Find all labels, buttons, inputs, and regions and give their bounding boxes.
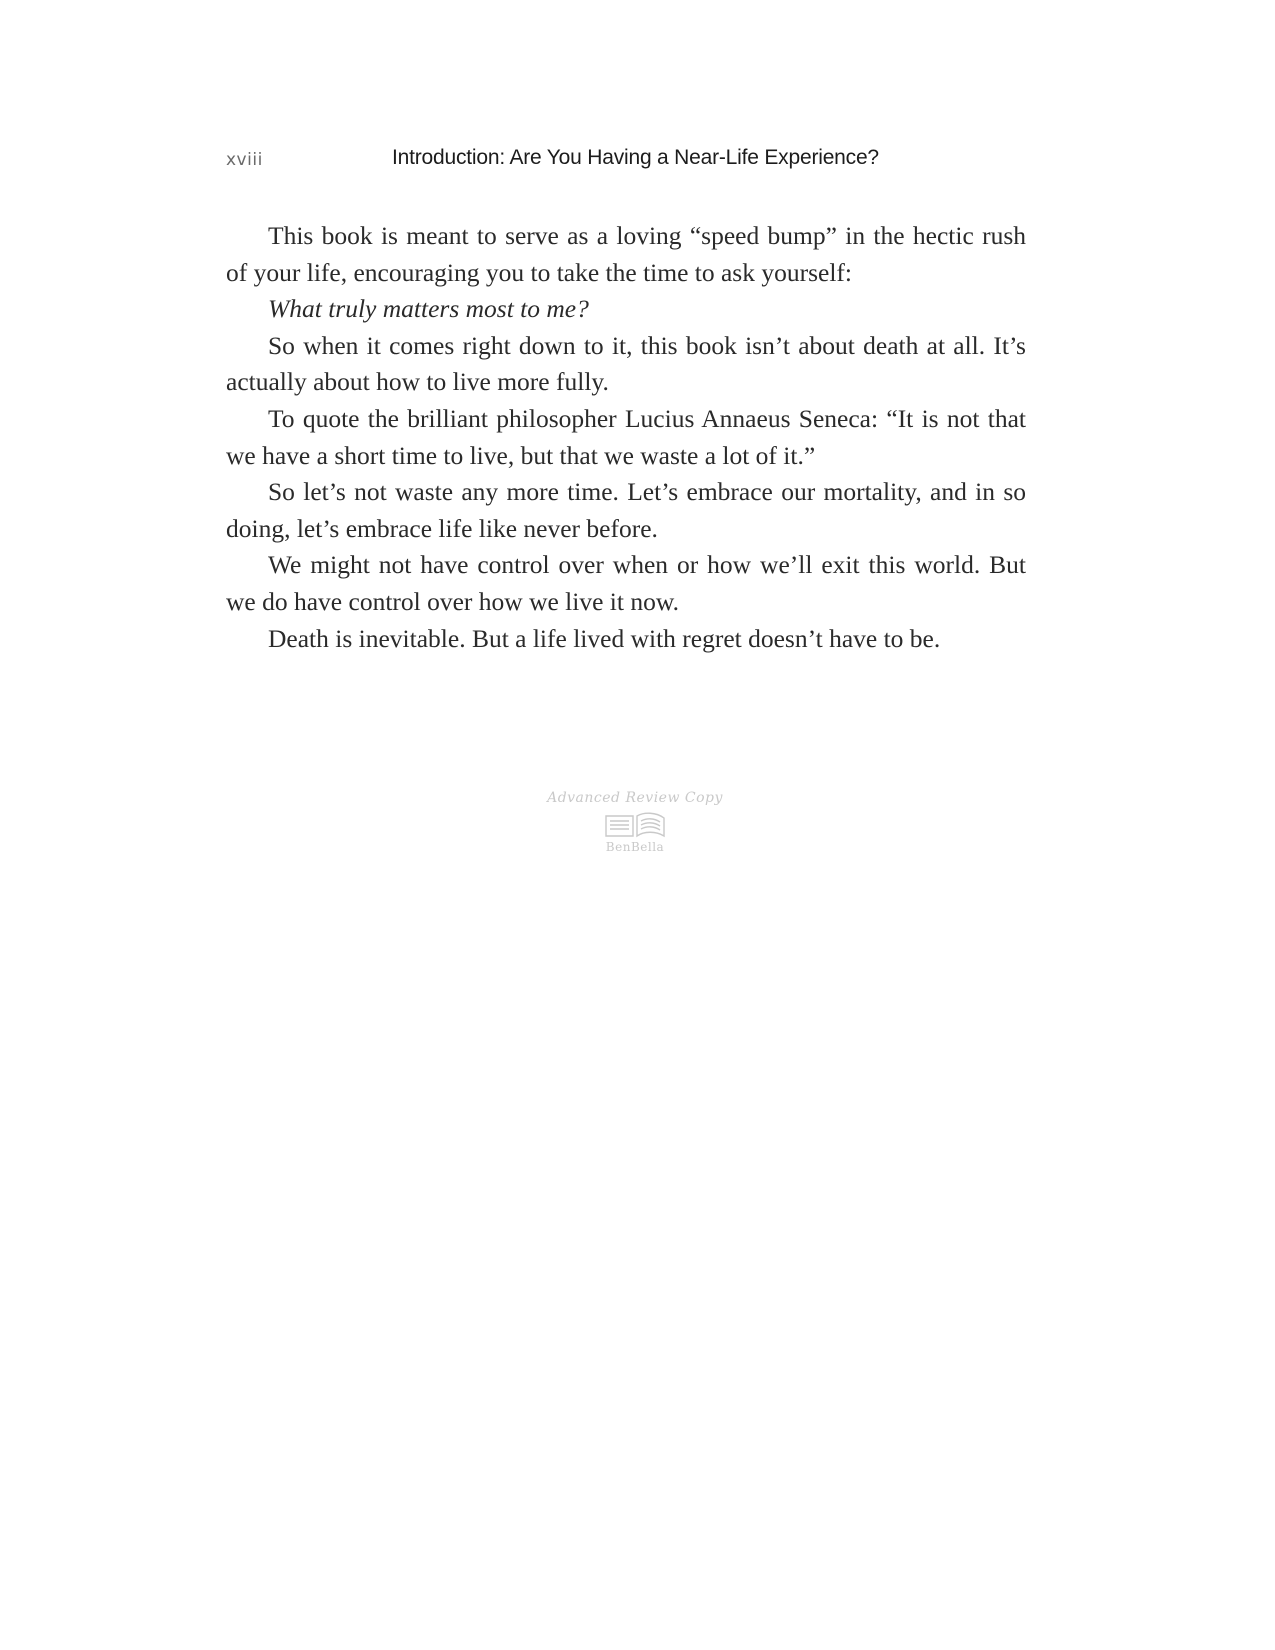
running-head [226, 146, 1026, 176]
body-text [226, 218, 1026, 657]
italic-question: What truly matters most to me? [268, 294, 589, 324]
page-number: xviii [226, 150, 263, 170]
watermark-bottom-text: BenBella [605, 840, 665, 854]
paragraph: Death is inevitable. But a life lived with regret doesn’t have to be. [268, 623, 941, 653]
paragraph: So when it comes right down to it, this book isn’t about death at all. It’s actually about how to live more fully. [226, 330, 1026, 397]
paragraph: So let’s not waste any more time. Let’s embrace our mortality, and in so doing, let’s embrace life like never before. [226, 477, 1026, 543]
watermark [530, 790, 740, 870]
watermark-top-text: Advanced Review Copy [547, 790, 723, 806]
paragraph: We might not have control over when or how we’ll exit this world. But we do have control over how we live it now. [226, 550, 1026, 616]
paragraph: This book is meant to serve as a loving “speed bump” in the hectic rush of your life, encouraging you to take the time to ask yourself: [226, 221, 1026, 287]
open-book-icon [600, 810, 670, 840]
chapter-title: Introduction: Are You Having a Near-Life Experience? [392, 146, 879, 169]
paragraph: To quote the brilliant philosopher Lucius Annaeus Seneca: “It is not that we have a short time to live, but that we waste a lot of it.” [226, 403, 1026, 470]
